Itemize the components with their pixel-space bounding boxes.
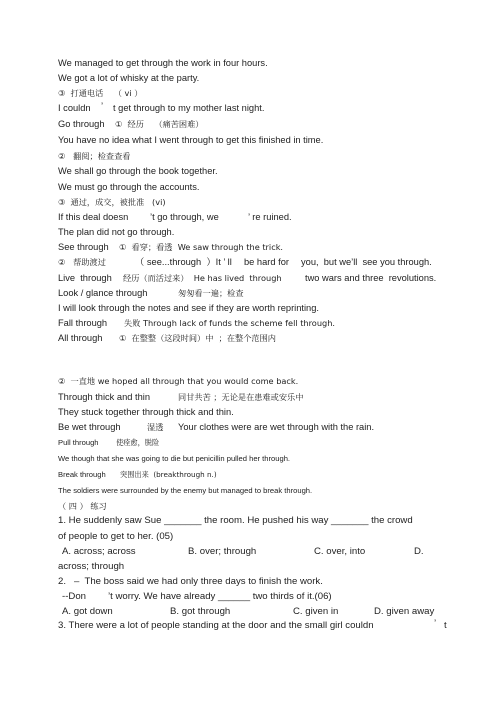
apostrophe-mark: ’ bbox=[434, 618, 437, 629]
phrase-term: Break through bbox=[58, 470, 106, 479]
example-sentence: We must go through the accounts. bbox=[58, 182, 200, 192]
phrase-meaning: 匆匆看一遍；检查 bbox=[178, 288, 244, 298]
meaning-heading: ③ 通过，成交，被批准 (vi) bbox=[58, 197, 166, 207]
example-sentence: We got a lot of whisky at the party. bbox=[58, 73, 200, 83]
phrase-meaning: ① 经历 （痛苦困难） bbox=[115, 119, 204, 129]
answer-option: D. bbox=[414, 546, 424, 557]
answer-option: B. over; through bbox=[188, 546, 257, 557]
exercise-question: t bbox=[444, 620, 447, 631]
answer-option: across; through bbox=[58, 561, 125, 572]
example-sentence: The plan did not go through. bbox=[58, 227, 175, 237]
example-sentence: you, but we’ll see you through. bbox=[301, 257, 432, 267]
phrase-meaning: 湿透 bbox=[147, 422, 164, 432]
exercise-question: 3. There were a lot of people standing at the door and the small girl couldn bbox=[58, 620, 374, 631]
example-sentence: I will look through the notes and see if they are worth reprinting. bbox=[58, 303, 319, 313]
example-sentence: be hard for bbox=[244, 257, 289, 267]
exercise-question: 2. – The boss said we had only three days to finish the work. bbox=[58, 576, 323, 587]
apostrophe-mark: ’ bbox=[101, 101, 104, 111]
example-sentence: ’ re ruined. bbox=[248, 212, 292, 222]
phrase-term: See through bbox=[58, 242, 109, 252]
example-sentence: I couldn bbox=[58, 103, 91, 113]
phrase-term: Be wet through bbox=[58, 422, 121, 432]
phrase-term: Pull through bbox=[58, 438, 99, 447]
answer-option: C. given in bbox=[293, 606, 339, 617]
example-sentence: We shall go through the book together. bbox=[58, 166, 218, 176]
example-sentence: If this deal doesn bbox=[58, 212, 129, 222]
phrase-term: Live through bbox=[58, 273, 112, 283]
exercise-question: of people to get to her. (05) bbox=[58, 531, 174, 542]
phrase-term: All through bbox=[58, 333, 103, 343]
phrase-meaning: 突围出来 (breakthrough n.) bbox=[120, 470, 217, 479]
exercise-question: 1. He suddenly saw Sue _______ the room. He pushed his way _______ the crowd bbox=[58, 515, 413, 526]
meaning-heading: ③ 打通电话 （ vi ） bbox=[58, 88, 143, 98]
phrase-term: Fall through bbox=[58, 318, 108, 328]
phrase-meaning: 经历（而活过来） He has lived through bbox=[123, 273, 282, 283]
section-heading: （ 四 ） 练习 bbox=[58, 501, 107, 511]
example-sentence: They stuck together through thick and thin. bbox=[58, 407, 234, 417]
answer-option: C. over, into bbox=[314, 546, 366, 557]
exercise-question: ’t worry. We have already ______ two thirds of it.(06) bbox=[108, 591, 332, 602]
example-sentence: ’t go through, we bbox=[150, 212, 219, 222]
phrase-meaning: 失败 Through lack of funds the scheme fell through. bbox=[124, 318, 335, 328]
phrase-meaning: 同甘共苦 ；无论是在患难或安乐中 bbox=[178, 392, 304, 402]
answer-option: A. across; across bbox=[62, 546, 136, 557]
meaning-heading: ② 帮助渡过 bbox=[58, 257, 106, 267]
answer-option: D. given away bbox=[374, 606, 435, 617]
meaning-heading: ② 翻阅；检查查看 bbox=[58, 151, 131, 161]
meaning-heading: ② 一直地 we hoped all through that you would come back. bbox=[58, 376, 299, 386]
example-sentence: The soldiers were surrounded by the enemy but managed to break through. bbox=[58, 486, 313, 495]
phrase-term: Through thick and thin bbox=[58, 392, 150, 402]
example-sentence: Your clothes were are wet through with the rain. bbox=[178, 422, 375, 432]
example-sentence: You have no idea what I went through to get this finished in time. bbox=[58, 135, 324, 145]
phrase-term: Look / glance through bbox=[58, 288, 148, 298]
answer-option: B. got through bbox=[170, 606, 231, 617]
answer-option: A. got down bbox=[62, 606, 113, 617]
exercise-question: --Don bbox=[62, 591, 86, 602]
example-sentence: two wars and three revolutions. bbox=[305, 273, 437, 283]
example-sentence: （ see...through ）It ’ ll bbox=[135, 257, 232, 267]
example-sentence: We managed to get through the work in four hours. bbox=[58, 58, 268, 68]
example-sentence: t get through to my mother last night. bbox=[113, 103, 265, 113]
phrase-meaning: 使痊愈，脱险 bbox=[116, 438, 160, 447]
phrase-meaning: ① 看穿；看透 We saw through the trick. bbox=[119, 242, 284, 252]
example-sentence: We though that she was going to die but penicillin pulled her through. bbox=[58, 454, 291, 463]
phrase-meaning: ① 在整整（这段时间）中 ；在整个范围内 bbox=[119, 333, 276, 343]
phrase-term: Go through bbox=[58, 119, 105, 129]
